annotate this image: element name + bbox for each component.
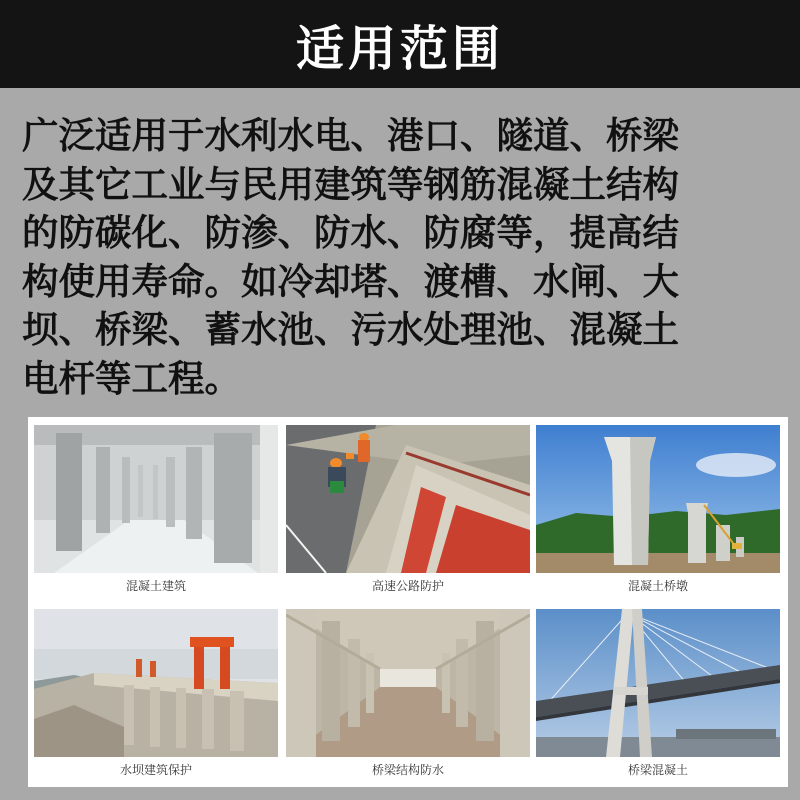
bridge-pier-photo	[536, 425, 780, 573]
gallery-caption: 高速公路防护	[371, 579, 444, 593]
concrete-building-photo	[34, 425, 278, 573]
description-line: 电杆等工程。	[22, 356, 241, 400]
gallery-caption: 桥梁结构防水	[371, 763, 444, 777]
gallery-caption: 混凝土建筑	[125, 579, 186, 593]
application-gallery	[28, 417, 788, 787]
description-line: 构使用寿命。如冷却塔、渡槽、水闸、大	[22, 259, 679, 303]
bridge-concrete-photo	[536, 609, 780, 757]
description-line: 及其它工业与民用建筑等钢筋混凝土结构	[22, 162, 679, 206]
description-line: 坝、桥梁、蓄水池、污水处理池、混凝土	[22, 308, 679, 351]
title-banner	[0, 0, 800, 88]
description-line: 的防碳化、防渗、防水、防腐等，提高结	[22, 211, 679, 254]
gallery-caption: 混凝土桥墩	[627, 579, 688, 593]
highway-protection-photo	[286, 425, 530, 573]
gallery-caption: 水坝建筑保护	[119, 763, 192, 777]
page-title: 适用范围	[295, 20, 504, 77]
description-text	[22, 112, 782, 403]
bridge-waterproof-photo	[286, 609, 530, 757]
dam-protection-photo	[34, 609, 278, 757]
gallery-caption: 桥梁混凝土	[627, 763, 688, 777]
description-line: 广泛适用于水利水电、港口、隧道、桥梁	[22, 114, 679, 157]
